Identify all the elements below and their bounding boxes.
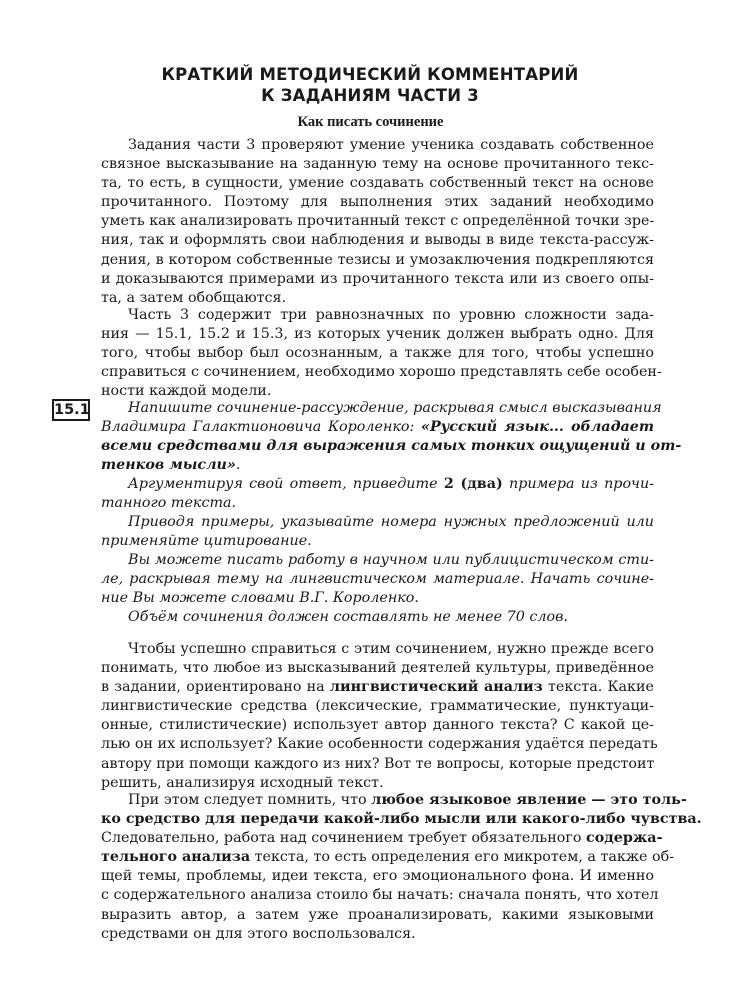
text-line: Приводя примеры, указывайте номера нужных предложений или xyxy=(128,514,654,530)
task-prompt xyxy=(101,399,682,475)
text-line: в задании, ориентировано на лингвистический анализ текста. Какие xyxy=(101,679,654,696)
task-number-badge: 15.1 xyxy=(52,399,90,421)
intro-paragraph-2 xyxy=(101,306,662,401)
task-style-instruction xyxy=(101,551,654,608)
page-title-line-2: К ЗАДАНИЯМ ЧАСТИ 3 xyxy=(261,86,479,105)
text-line: Вы можете писать работу в научном или публицистическом сти- xyxy=(128,552,654,568)
intro-paragraph-1 xyxy=(101,136,654,308)
text-line: щей темы, проблемы, идеи текста, его эмоционального фона. И именно xyxy=(101,868,654,885)
task-examples-instruction xyxy=(101,513,654,551)
text-line: Объём сочинения должен составлять не менее 70 слов. xyxy=(128,609,568,625)
text-line: та, то есть, в сущности, умение создавать собственный текст на основе xyxy=(101,175,654,192)
text-line: решить, анализируя исходный текст. xyxy=(101,774,384,791)
text-line: ния — 15.1, 15.2 и 15.3, из которых ученик должен выбрать одно. Для xyxy=(101,326,654,343)
text-line: Владимира Галактионовича Короленко: «Русский язык... обладает xyxy=(101,419,654,436)
text-line: выразить автор, а затем уже проанализировать, какими языковыми xyxy=(101,906,654,923)
text-line: лингвистические средства (лексические, грамматические, пунктуаци- xyxy=(101,698,654,715)
task-length-requirement xyxy=(101,608,654,627)
task-argument-requirement xyxy=(101,475,654,513)
text-line: танного текста. xyxy=(101,495,237,512)
text-line: При этом следует помнить, что любое языковое явление — это толь- xyxy=(128,792,687,808)
text-line: тельного анализа текста, то есть определения его микротем, а также об- xyxy=(101,849,675,866)
text-line: Напишите сочинение-рассуждение, раскрывая смысл высказывания xyxy=(128,400,662,416)
text-line: и доказываются примерами из прочитанного текста или из своего опы- xyxy=(101,270,654,287)
page-title-line-1: КРАТКИЙ МЕТОДИЧЕСКИЙ КОММЕНТАРИЙ xyxy=(161,65,579,84)
text-line: ко средство для передачи какой-либо мысли или какого-либо чувства. xyxy=(101,811,702,828)
text-line: онные, стилистические) использует автор данного текста? С какой це- xyxy=(101,717,654,734)
text-line: та, а затем обобщаются. xyxy=(101,289,287,306)
text-line: прочитанного. Поэтому для выполнения этих заданий необходимо xyxy=(101,194,654,211)
text-line: связное высказывание на заданную тему на основе прочитанного текс- xyxy=(101,156,654,173)
text-line: справиться с сочинением, необходимо хорошо представлять себе особен- xyxy=(101,364,662,381)
text-line: ности каждой модели. xyxy=(101,383,272,400)
text-line: Следовательно, работа над сочинением требует обязательного содержа- xyxy=(101,830,663,847)
text-line: лью он их использует? Какие особенности содержания удаётся передать xyxy=(101,736,658,753)
text-line: уметь как анализировать прочитанный текст с определённой точки зре- xyxy=(101,213,655,230)
text-line: Задания части 3 проверяют умение ученика создавать собственное xyxy=(128,137,654,153)
commentary-paragraph-1 xyxy=(101,640,658,793)
text-line: того, чтобы выбор был осознанным, а также для того, чтобы успешно xyxy=(101,345,654,362)
text-line: с содержательного анализа стоило бы начать: сначала понять, что хотел xyxy=(101,887,659,904)
section-subtitle: Как писать сочинение xyxy=(297,114,444,130)
text-line: тенков мысли». xyxy=(101,457,241,474)
text-line: ния, так и оформлять свои наблюдения и выводы в виде текста-рассуж- xyxy=(101,232,654,249)
text-line: ле, раскрывая тему на лингвистическом материале. Начать сочине- xyxy=(101,571,654,588)
text-line: применяйте цитирование. xyxy=(101,533,312,550)
commentary-paragraph-2 xyxy=(101,791,702,944)
text-line: Часть 3 содержит три равнозначных по уровню сложности зада- xyxy=(128,307,654,323)
text-line: ние Вы можете словами В.Г. Короленко. xyxy=(101,590,419,607)
text-line: средствами он для этого воспользовался. xyxy=(101,925,416,942)
text-line: автору при помощи каждого из них? Вот те вопросы, которые предстоит xyxy=(101,755,655,772)
text-line: всеми средствами для выражения самых тонких ощущений и от- xyxy=(101,438,682,455)
text-line: Чтобы успешно справиться с этим сочинением, нужно прежде всего xyxy=(128,641,654,657)
text-line: дения, в котором собственные тезисы и умозаключения подкрепляются xyxy=(101,251,654,268)
text-line: понимать, что любое из высказываний деятелей культуры, приведённое xyxy=(101,660,654,677)
text-line: Аргументируя свой ответ, приведите 2 (два) примера из прочи- xyxy=(128,476,654,492)
